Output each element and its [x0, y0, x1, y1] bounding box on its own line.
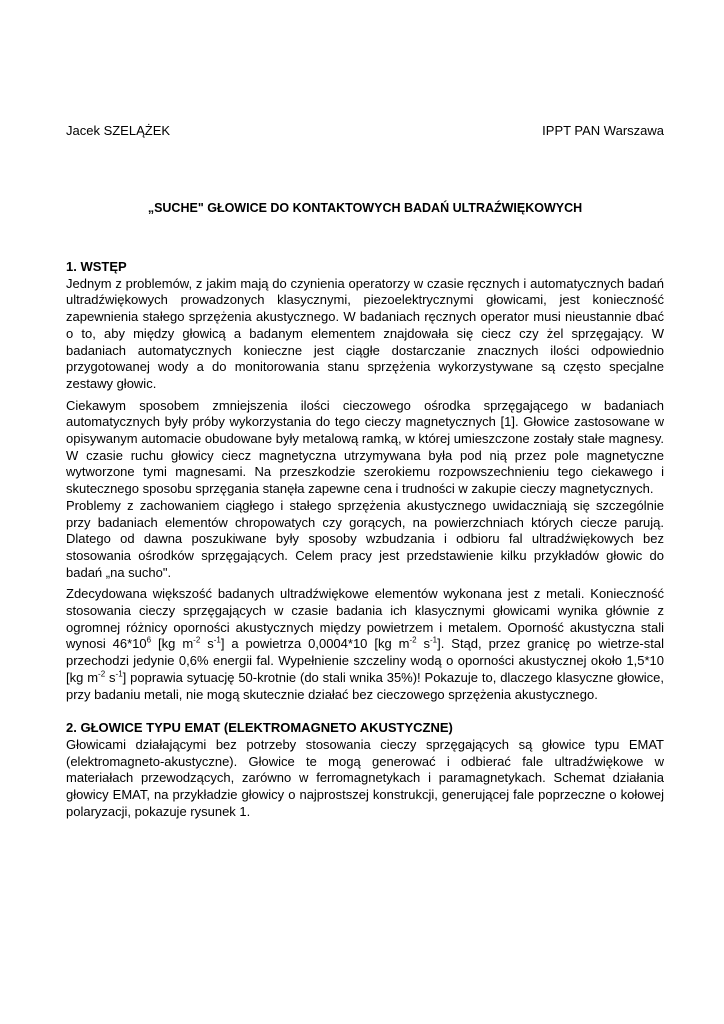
author-name: Jacek SZELĄŻEK — [66, 123, 171, 138]
section-2-paragraph-1: Głowicami działającymi bez potrzeby stosowania cieczy sprzęgających są głowice typu EMAT (elektromagneto-akustyczne). Głowice te mogą generować i odbierać fale ultradźwiękowe w materiałach przewodzących, zarówno w ferromagnetykach i paramagnetykach. Schemat działania głowicy EMAT, na przykładzie głowicy o najprostszej konstrukcji, generującej fale poprzeczne o kołowej polaryzacji, pokazuje rysunek 1. — [66, 736, 664, 819]
section-1-paragraph-2: Ciekawym sposobem zmniejszenia ilości cieczowego ośrodka sprzęgającego w badaniach automatycznych były próby wykorzystania do tego cieczy magnetycznych [1]. Głowice zastosowane w opisywanym automacie obudowane były metalową ramką, w której umieszczone zostały stałe magnesy. W czasie ruchu głowicy ciecz magnetyczna utrzymywana była pod nią przez pole magnetyczne wytworzone tymi magnesami. Na przeszkodzie szerokiemu rozpowszechnieniu tego ciekawego i skutecznego sposobu sprzęgania stanęła zapewne cena i trudności w zakupie cieczy magnetycznych. — [66, 397, 664, 497]
p4-text-g: s — [105, 669, 116, 685]
section-2 — [66, 720, 664, 820]
institution-name: IPPT PAN Warszawa — [542, 123, 664, 138]
p4-text-c: s — [200, 636, 214, 652]
p4-sup-3: -1 — [213, 636, 221, 646]
p4-text-a: Zdecydowana większość badanych ultradźwiękowe elementów wykonana jest z metali. Konieczność stosowania cieczy sprzęgających w czasie badania ich klasycznymi głowicami wynika głównie z ogromnej różnicy oporności akustycznych między powietrzem i metalem. Oporność akustyczna stali wynosi 46*10 — [66, 586, 664, 652]
section-1-heading: 1. WSTĘP — [66, 259, 127, 274]
p4-text-h: ] poprawia sytuację 50-krotnie (do stali wnika 35%)! Pokazuje to, dlaczego klasyczne głowice, przy badaniu metali, nie mogą skutecznie działać bez cieczowego sprzężenia akustycznego. — [66, 669, 664, 702]
p4-text-f: ]. Stąd, przez granicę po wietrze-stal przechodzi jedynie 0,6% energii fal. Wypełnienie szczeliny wodą o oporności akustycznej około 1,5*10 [kg m — [66, 636, 664, 685]
section-1-paragraph-1: Jednym z problemów, z jakim mają do czynienia operatorzy w czasie ręcznych i automatycznych badań ultradźwiękowych prowadzonych klasycznymi, piezoelektrycznymi głowicami, jest konieczność zapewnienia stałego sprzężenia akustycznego. W badaniach ręcznych operator musi nieustannie dbać o to, aby między głowicą a badanym elementem znajdowała się ciecz czy żel sprzęgający. W badaniach automatycznych konieczne jest ciągłe dostarczanie znacznych ilości odpowiednio przygotowanej wody a do monitorowania stanu sprzężenia wykorzystywane są często specjalne zestawy głowic. — [66, 275, 664, 391]
section-2-heading: 2. GŁOWICE TYPU EMAT (ELEKTROMAGNETO AKUSTYCZNE) — [66, 720, 453, 736]
p4-sup-7: -1 — [115, 669, 123, 679]
p4-sup-6: -2 — [98, 669, 106, 679]
p4-text-b: [kg m — [151, 636, 194, 652]
document-body — [66, 259, 664, 821]
document-title: „SUCHE" GŁOWICE DO KONTAKTOWYCH BADAŃ ULTRAŹWIĘKOWYCH — [147, 201, 583, 215]
p4-sup-1: 6 — [146, 636, 152, 646]
section-1-paragraph-4 — [66, 586, 664, 703]
p4-text-d: ] a powietrza 0,0004*10 [kg m — [220, 636, 410, 652]
p4-text-e: s — [416, 636, 430, 652]
p4-sup-4: -2 — [409, 636, 417, 646]
section-1-paragraph-3: Problemy z zachowaniem ciągłego i stałego sprzężenia akustycznego uwidaczniają się szczególnie przy badaniach elementów chropowatych czy gorących, na powierzchniach których ciecze parują. Dlatego od dawna poszukiwane były sposoby wzbudzania i odbioru fal ultradźwiękowych bez stosowania ośrodków sprzęgających. Celem pracy jest przedstawienie kilku przykładów głowic do badań „na sucho". — [66, 497, 664, 580]
p4-sup-2: -2 — [193, 636, 201, 646]
p4-sup-5: -1 — [430, 636, 438, 646]
